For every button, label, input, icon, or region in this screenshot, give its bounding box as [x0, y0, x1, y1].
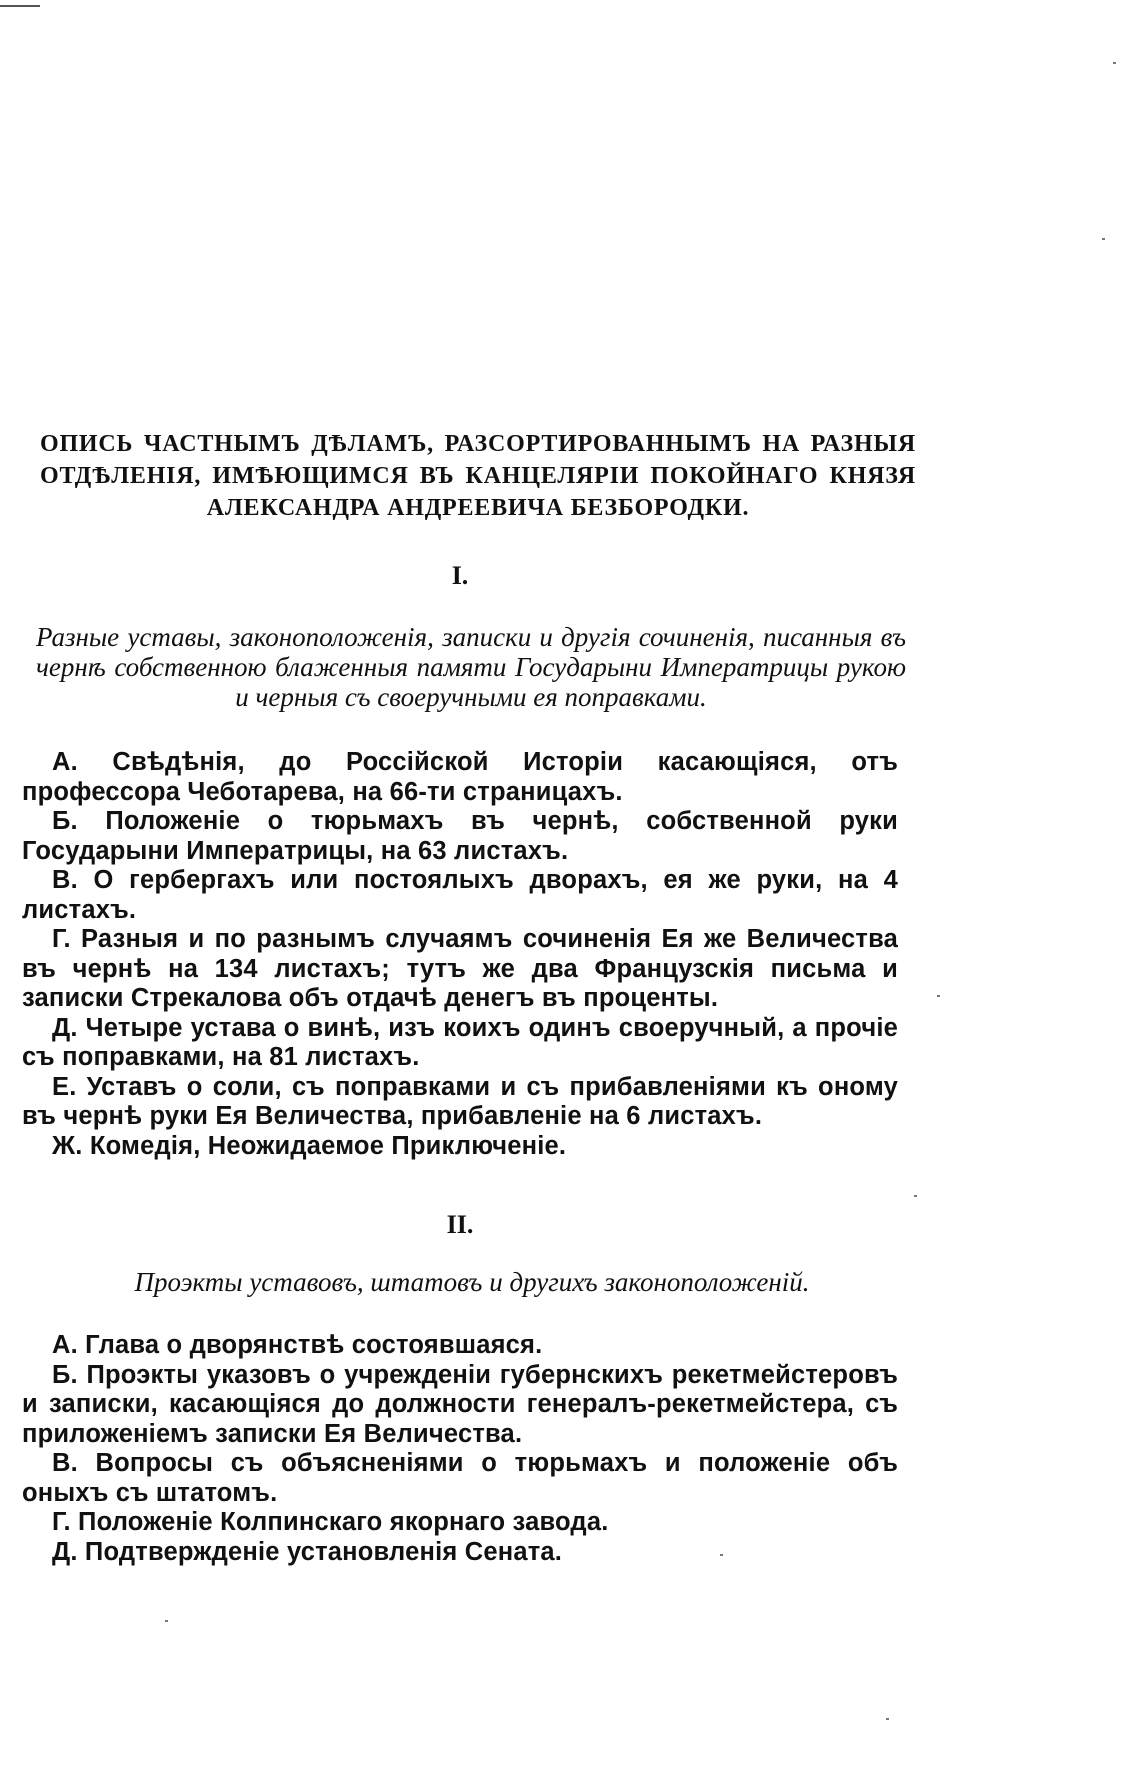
document-heading: ОПИСЬ ЧАСТНЫМЪ ДѢЛАМЪ, РАЗСОРТИРОВАННЫМЪ НА РАЗНЫЯ ОТДѢЛЕНІЯ, ИМѢЮЩИМСЯ ВЪ КАНЦЕЛЯРІИ ПОКОЙНАГО КНЯЗЯ АЛЕКСАНДРА АНДРЕЕВИЧА БЕЗБОРОДКИ.: [40, 431, 916, 521]
list-item: Ж. Комедія, Неожидаемое Приключеніе.: [52, 1131, 567, 1160]
section-1-list: [22, 748, 898, 1161]
section-2-title: Проэкты уставовъ, штатовъ и другихъ законоположеній.: [134, 1267, 810, 1297]
page-edge-mark: [0, 5, 40, 7]
scan-speck: [914, 1195, 917, 1197]
section-2-list: [22, 1331, 898, 1567]
list-item: Д. Подтвержденіе установленія Сената.: [52, 1537, 563, 1566]
scan-speck: [1113, 62, 1116, 64]
list-item: Б. Положеніе о тюрьмахъ въ чернѣ, собственной руки Государыни Императрицы, на 63 листахъ.: [22, 807, 898, 865]
scan-speck: [1102, 238, 1105, 240]
list-item: Г. Разныя и по разнымъ случаямъ сочиненія Ея же Величества въ чернѣ на 134 листахъ; тутъ же два Французскія письма и записки Стрекалова объ отдачѣ денегъ въ проценты.: [22, 925, 898, 1012]
list-item: Г. Положеніе Колпинскаго якорнаго завода.: [52, 1508, 609, 1536]
list-item: В. Вопросы съ объясненіями о тюрьмахъ и положеніе объ оныхъ съ штатомъ.: [22, 1449, 898, 1507]
section-1-numeral: I.: [451, 561, 469, 590]
section-1-title: Разные уставы, законоположенія, записки и другія сочиненія, писанныя въ чернѣ собственною блаженныя памяти Государыни Императрицы рукою и черныя съ своеручными ея поправками.: [36, 622, 906, 712]
list-item: А. Свѣдѣнія, до Россійской Исторіи касающіяся, отъ профессора Чеботарева, на 66-ти страницахъ.: [22, 748, 898, 806]
section-2-numeral: II.: [446, 1210, 474, 1239]
document-page: [22, 428, 916, 1567]
list-item: Б. Проэкты указовъ о учрежденіи губернскихъ рекетмейстеровъ и записки, касающіяся до должности генералъ-рекетмейстера, съ приложеніемъ записки Ея Величества.: [22, 1360, 898, 1448]
list-item: В. О гербергахъ или постоялыхъ дворахъ, ея же руки, на 4 листахъ.: [22, 866, 898, 924]
scan-speck: [886, 1718, 889, 1720]
list-item: Д. Четыре устава о винѣ, изъ коихъ одинъ своеручный, а прочіе съ поправками, на 81 листахъ.: [22, 1013, 898, 1071]
scan-speck: [937, 995, 940, 997]
scan-speck: [720, 1554, 723, 1556]
list-item: А. Глава о дворянствѣ состоявшаяся.: [52, 1331, 543, 1359]
scan-speck: [165, 1620, 168, 1622]
list-item: Е. Уставъ о соли, съ поправками и съ прибавленіями къ оному въ чернѣ руки Ея Величества, прибавленіе на 6 листахъ.: [22, 1072, 898, 1130]
